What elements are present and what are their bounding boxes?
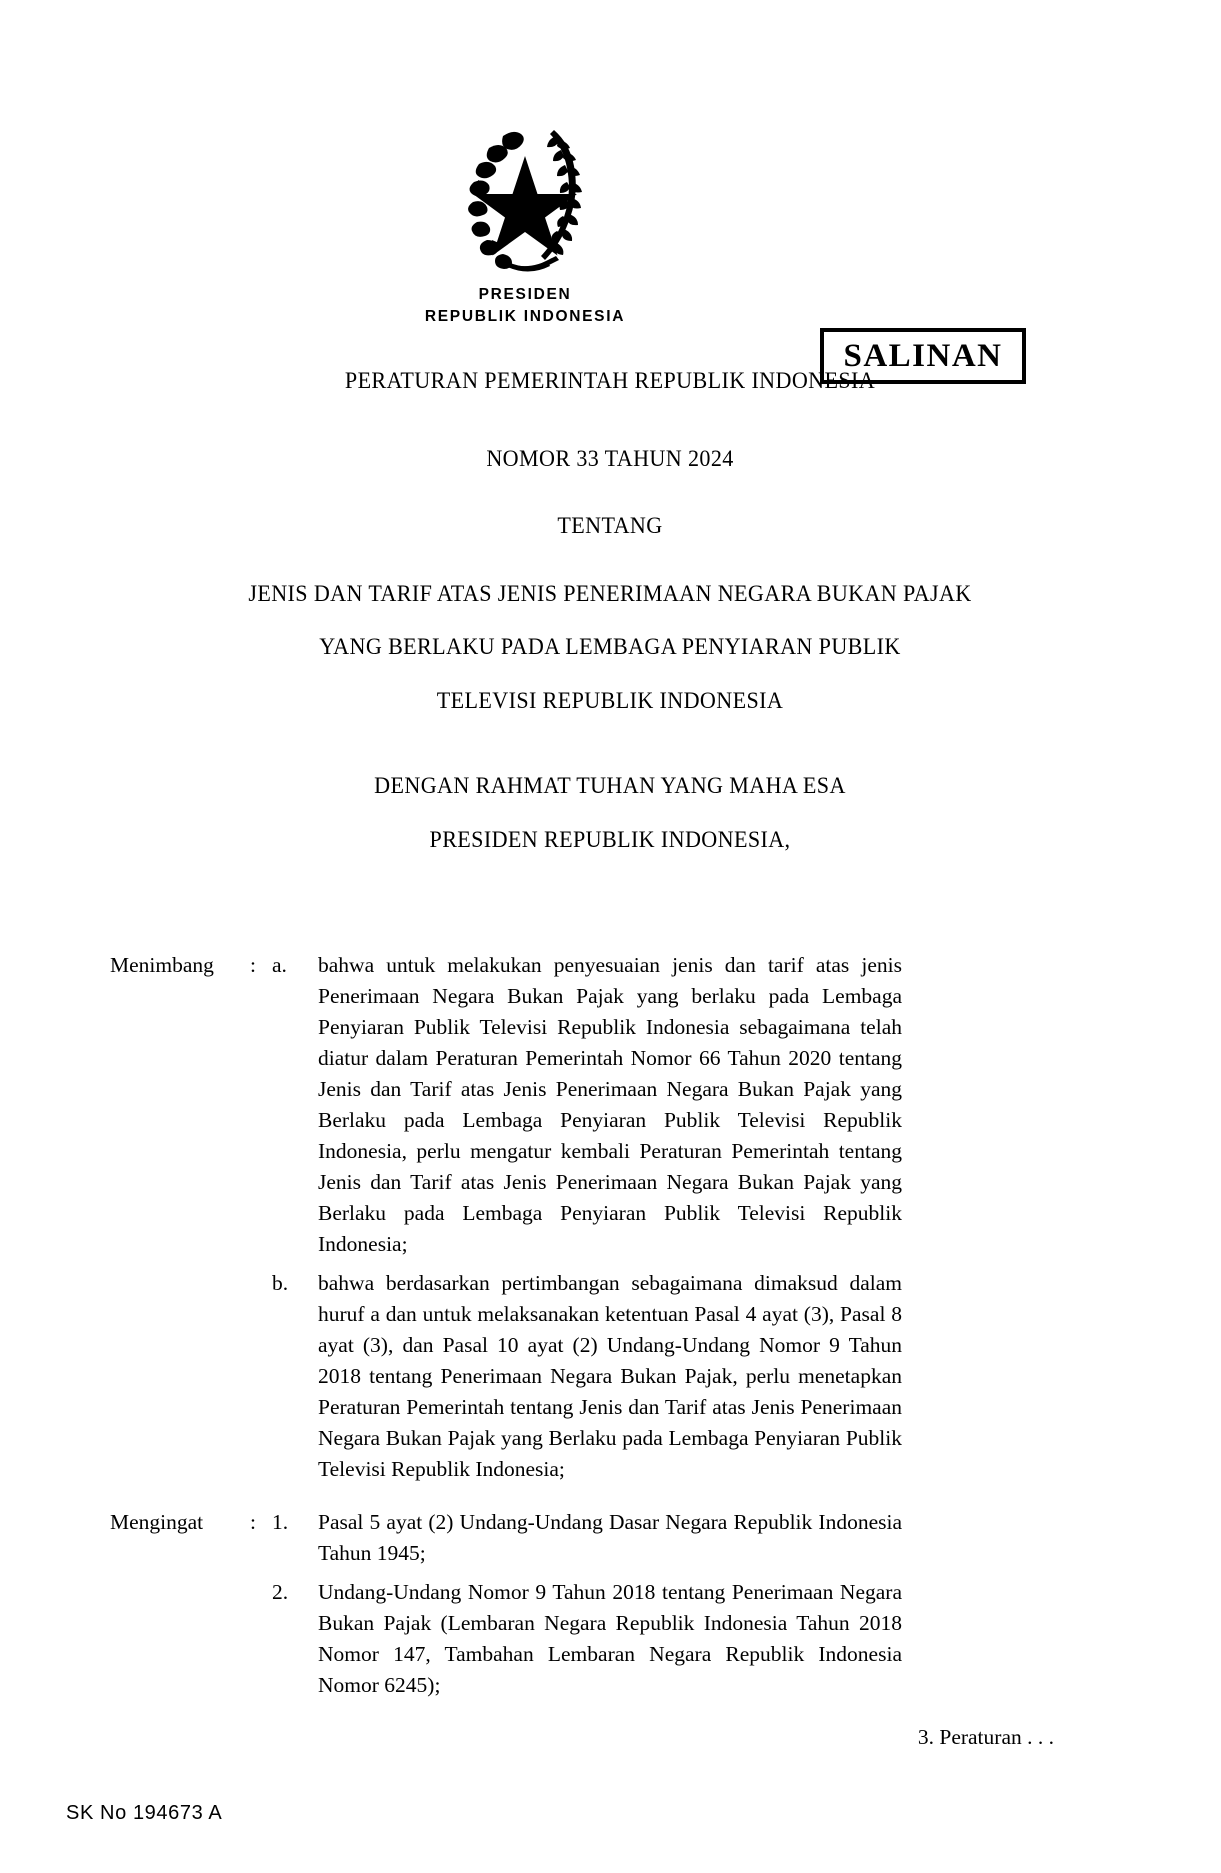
salinan-label: SALINAN: [843, 337, 1003, 374]
title-regulation-name: PERATURAN PEMERINTAH REPUBLIK INDONESIA: [344, 368, 876, 394]
menimbang-colon: :: [250, 953, 256, 977]
title-regulation-number: NOMOR 33 TAHUN 2024: [486, 445, 734, 472]
menimbang-item-a: [0, 950, 1221, 1260]
menimbang-item-b-marker: b.: [272, 1271, 289, 1295]
sk-number-footer: SK No 194673 A: [66, 1802, 223, 1824]
presiden-caption-line-1: PRESIDEN: [478, 286, 572, 303]
document-title-block: [110, 370, 1110, 852]
menimbang-item-a-marker: a.: [272, 953, 287, 977]
title-subject-line-2: YANG BERLAKU PADA LEMBAGA PENYIARAN PUBLIK: [319, 634, 901, 660]
mengingat-label: Mengingat: [110, 1510, 204, 1534]
title-subject-line-3: TELEVISI REPUBLIK INDONESIA: [436, 687, 784, 714]
menimbang-item-b: [0, 1268, 1221, 1485]
document-header: [0, 112, 1221, 374]
continuation-note: 3. Peraturan . . .: [917, 1725, 1054, 1749]
title-tentang-label: TENTANG: [557, 513, 663, 539]
indonesian-presidential-emblem-icon: [430, 112, 620, 287]
menimbang-label: Menimbang: [110, 953, 214, 977]
title-signatory-heading: PRESIDEN REPUBLIK INDONESIA,: [429, 826, 791, 853]
menimbang-item-a-text: bahwa untuk melakukan penyesuaian jenis dan tarif atas jenis Penerimaan Negara Bukan Pajak yang berlaku pada Lembaga Penyiaran Publik Televisi Republik Indonesia sebagaimana telah diatur dalam Peraturan Pemerintah Nomor 66 Tahun 2020 tentang Jenis dan Tarif atas Jenis Penerimaan Negara Bukan Pajak yang Berlaku pada Lembaga Penyiaran Publik Televisi Republik Indonesia, perlu mengatur kembali Peraturan Pemerintah tentang Jenis dan Tarif atas Jenis Penerimaan Negara Bukan Pajak yang Berlaku pada Lembaga Penyiaran Publik Televisi Republik Indonesia;: [318, 953, 902, 1256]
mengingat-item-2-marker: 2.: [272, 1580, 289, 1604]
presiden-caption-line-2: REPUBLIK INDONESIA: [424, 308, 626, 325]
title-subject-line-1: JENIS DAN TARIF ATAS JENIS PENERIMAAN NEGARA BUKAN PAJAK: [248, 580, 972, 607]
document-body: [0, 950, 1221, 1701]
mengingat-item-2-text: Undang-Undang Nomor 9 Tahun 2018 tentang Penerimaan Negara Bukan Pajak (Lembaran Negara Republik Indonesia Tahun 2018 Nomor 147, Tambahan Lembaran Negara Republik Indonesia Nomor 6245);: [318, 1580, 902, 1697]
mengingat-item-2: [0, 1577, 1221, 1701]
mengingat-item-1-marker: 1.: [272, 1510, 289, 1534]
mengingat-item-1-text: Pasal 5 ayat (2) Undang-Undang Dasar Negara Republik Indonesia Tahun 1945;: [318, 1510, 902, 1565]
menimbang-item-b-text: bahwa berdasarkan pertimbangan sebagaimana dimaksud dalam huruf a dan untuk melaksanakan ketentuan Pasal 4 ayat (3), Pasal 8 ayat (3), dan Pasal 10 ayat (2) Undang-Undang Nomor 9 Tahun 2018 tentang Penerimaan Negara Bukan Pajak, perlu menetapkan Peraturan Pemerintah tentang Jenis dan Tarif atas Jenis Penerimaan Negara Bukan Pajak yang Berlaku pada Lembaga Penyiaran Publik Televisi Republik Indonesia;: [318, 1271, 902, 1481]
mengingat-item-1: [0, 1507, 1221, 1569]
mengingat-colon: :: [250, 1510, 256, 1534]
presiden-republik-indonesia-caption: [370, 284, 680, 328]
title-invocation: DENGAN RAHMAT TUHAN YANG MAHA ESA: [374, 773, 846, 799]
